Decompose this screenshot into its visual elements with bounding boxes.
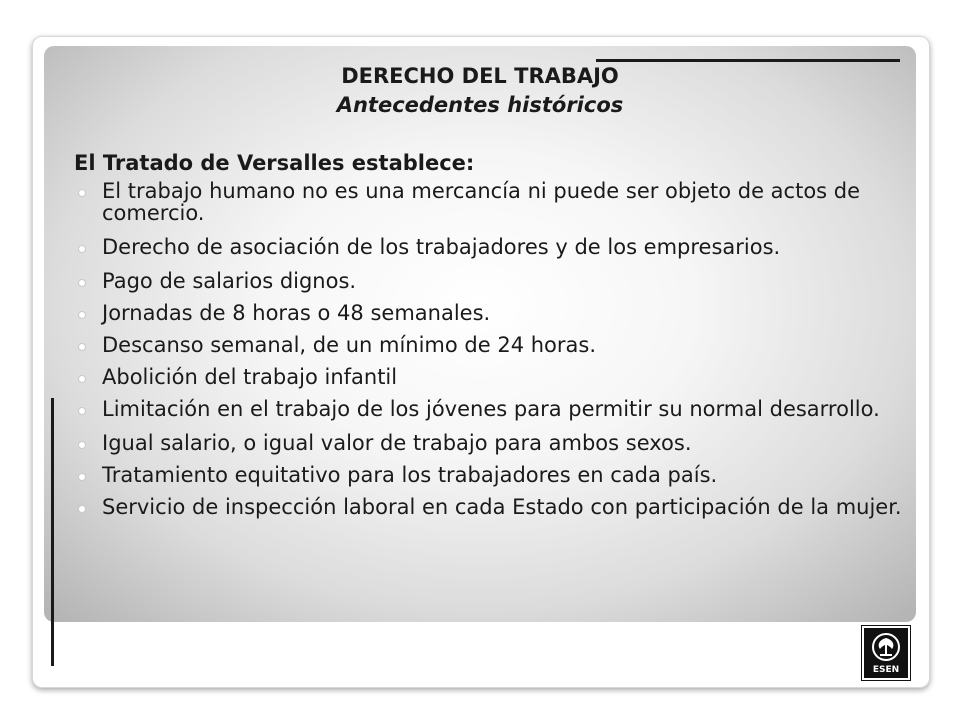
list-item	[74, 236, 914, 258]
list-item-text: Descanso semanal, de un mínimo de 24 horas.	[102, 333, 597, 357]
list-item-text: Pago de salarios dignos.	[102, 269, 357, 293]
bullet-icon	[78, 407, 86, 415]
list-item-text: Jornadas de 8 horas o 48 semanales.	[102, 301, 491, 325]
list-item-text: Abolición del trabajo infantil	[102, 365, 398, 389]
bullet-icon	[78, 505, 86, 513]
list-item	[74, 270, 914, 292]
lead-text: El Tratado de Versalles establece:	[74, 151, 475, 175]
bullet-icon	[78, 343, 86, 351]
list-item	[74, 464, 914, 486]
esen-logo	[862, 626, 910, 680]
slide-title	[44, 62, 916, 120]
left-decorative-rule	[51, 398, 54, 666]
bullet-icon	[78, 375, 86, 383]
list-item	[74, 302, 914, 324]
bullet-icon	[78, 473, 86, 481]
bullet-icon	[78, 311, 86, 319]
bullet-icon	[78, 279, 86, 287]
bullet-icon	[78, 189, 86, 197]
bullet-icon	[78, 441, 86, 449]
list-item-text: Limitación en el trabajo de los jóvenes para permitir su normal desarrollo.	[102, 397, 880, 421]
bullet-icon	[78, 245, 86, 253]
list-item-text: Servicio de inspección laboral en cada Estado con participación de la mujer.	[102, 495, 902, 519]
bullet-list	[74, 180, 914, 518]
list-item-text: El trabajo humano no es una mercancía ni puede ser objeto de actos de comercio.	[102, 179, 861, 225]
list-item	[74, 334, 914, 356]
title-line-2: Antecedentes históricos	[336, 93, 624, 117]
list-item-text: Tratamiento equitativo para los trabajadores en cada país.	[102, 463, 718, 487]
list-item	[74, 180, 914, 224]
list-item	[74, 366, 914, 388]
list-item	[74, 398, 914, 420]
list-item	[74, 496, 914, 518]
tree-emblem-icon	[864, 628, 908, 678]
slide-body	[74, 148, 914, 530]
list-item-text: Igual salario, o igual valor de trabajo para ambos sexos.	[102, 431, 692, 455]
logo-text: ESEN	[872, 665, 900, 675]
title-line-1: DERECHO DEL TRABAJO	[341, 64, 619, 88]
list-item-text: Derecho de asociación de los trabajadores y de los empresarios.	[102, 235, 781, 259]
list-item	[74, 432, 914, 454]
